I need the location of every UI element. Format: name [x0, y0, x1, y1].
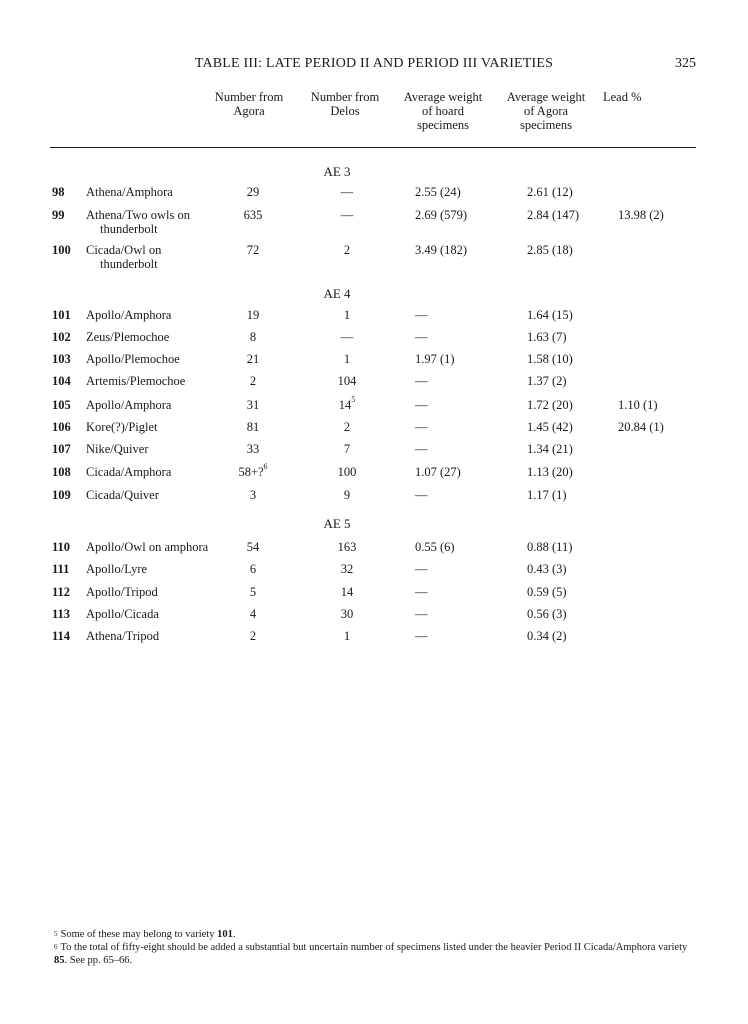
- variety-name: Apollo/Amphora: [86, 308, 172, 322]
- hoard-weight: 1.97 (1): [415, 352, 455, 366]
- variety-name: Nike/Quiver: [86, 442, 149, 456]
- agora-count: 58+?$^6$: [238, 462, 268, 479]
- hoard-weight: 3.49 (182): [415, 243, 468, 257]
- delos-count: 9: [343, 488, 351, 502]
- hoard-weight: —: [415, 488, 428, 502]
- variety-name: Athena/Two owls on thunderbolt: [86, 208, 190, 236]
- delos-count: 32: [340, 562, 354, 576]
- agora-count: 29: [246, 185, 260, 199]
- page-title: TABLE III: LATE PERIOD II AND PERIOD III VARIETIES: [194, 56, 554, 71]
- column-header-delos: Number from Delos: [310, 90, 380, 118]
- column-header-agora: Number from Agora: [214, 90, 284, 118]
- agora-weight: 1.34 (21): [527, 442, 573, 456]
- variety-number: 108: [52, 465, 71, 479]
- hoard-weight: —: [415, 442, 428, 456]
- delos-count: $14^5$: [338, 395, 356, 412]
- variety-number: 104: [52, 374, 71, 388]
- agora-count: 4: [249, 607, 257, 621]
- agora-weight: 0.56 (3): [527, 607, 567, 621]
- agora-weight: 1.13 (20): [527, 465, 573, 479]
- agora-weight: 2.61 (12): [527, 185, 573, 199]
- hoard-weight: —: [415, 562, 428, 576]
- variety-number: 98: [52, 185, 65, 199]
- footnote-6: $^6$ To the total of fifty-eight should be added a substantial but uncertain number of specimens listed under the heavier Period II Cicada/Amphora variety 85. See pp. 65–66.: [54, 942, 688, 966]
- hoard-weight: 1.07 (27): [415, 465, 461, 479]
- agora-count: 635: [243, 208, 263, 222]
- hoard-weight: —: [415, 308, 428, 322]
- agora-weight: 1.58 (10): [527, 352, 573, 366]
- hoard-weight: —: [415, 585, 428, 599]
- variety-number: 114: [52, 629, 71, 643]
- footnote-5: $^5$ Some of these may belong to variety 101.: [54, 929, 236, 940]
- variety-number: 113: [52, 607, 71, 621]
- agora-weight: 0.59 (5): [527, 585, 567, 599]
- variety-number: 106: [52, 420, 71, 434]
- column-header-lead: Lead %: [603, 90, 642, 104]
- variety-name: Kore(?)/Piglet: [86, 420, 158, 434]
- agora-weight: 1.72 (20): [527, 398, 573, 412]
- delos-count: 1: [343, 629, 351, 643]
- variety-name: Apollo/Tripod: [86, 585, 158, 599]
- variety-name: Cicada/Quiver: [86, 488, 159, 502]
- agora-count: 31: [246, 398, 260, 412]
- variety-number: 109: [52, 488, 71, 502]
- delos-count: 2: [343, 420, 351, 434]
- hoard-weight: 2.55 (24): [415, 185, 461, 199]
- variety-number: 112: [52, 585, 71, 599]
- variety-number: 99: [52, 208, 65, 222]
- agora-count: 21: [246, 352, 260, 366]
- agora-weight: 1.17 (1): [527, 488, 567, 502]
- delos-count: 30: [340, 607, 354, 621]
- variety-number: 101: [52, 308, 71, 322]
- agora-weight: 0.43 (3): [527, 562, 567, 576]
- agora-count: 3: [249, 488, 257, 502]
- agora-count: 19: [246, 308, 260, 322]
- variety-name: Cicada/Owl on thunderbolt: [86, 243, 162, 271]
- hoard-weight: —: [415, 330, 428, 344]
- agora-weight: 2.84 (147): [527, 208, 580, 222]
- delos-count: —: [340, 185, 354, 199]
- agora-weight: 1.45 (42): [527, 420, 573, 434]
- footnotes: [50, 928, 700, 967]
- page-number: 325: [675, 56, 696, 71]
- variety-name: Apollo/Cicada: [86, 607, 159, 621]
- section-label: AE 3: [323, 164, 351, 179]
- delos-count: 7: [343, 442, 351, 456]
- delos-count: 2: [343, 243, 351, 257]
- agora-weight: 0.34 (2): [527, 629, 567, 643]
- variety-name: Apollo/Lyre: [86, 562, 148, 576]
- variety-name: Artemis/Plemochoe: [86, 374, 186, 388]
- hoard-weight: —: [415, 420, 428, 434]
- delos-count: —: [340, 208, 354, 222]
- variety-name: Apollo/Owl on amphora: [86, 540, 209, 554]
- agora-weight: 0.88 (11): [527, 540, 573, 554]
- agora-weight: 1.64 (15): [527, 308, 573, 322]
- hoard-weight: —: [415, 629, 428, 643]
- variety-number: 110: [52, 540, 71, 554]
- variety-number: 111: [52, 562, 70, 576]
- hoard-weight: —: [415, 374, 428, 388]
- variety-number: 105: [52, 398, 71, 412]
- header-rule: [50, 147, 696, 148]
- agora-count: 8: [249, 330, 257, 344]
- column-header-agora-weight: Average weight of Agora specimens: [506, 90, 586, 132]
- lead-percent: 13.98 (2): [618, 208, 664, 222]
- hoard-weight: 2.69 (579): [415, 208, 468, 222]
- variety-name: Athena/Tripod: [86, 629, 160, 643]
- hoard-weight: —: [415, 398, 428, 412]
- variety-name: Zeus/Plemochoe: [86, 330, 170, 344]
- lead-percent: 1.10 (1): [618, 398, 658, 412]
- delos-count: —: [340, 330, 354, 344]
- agora-count: 6: [249, 562, 257, 576]
- agora-weight: 1.37 (2): [527, 374, 567, 388]
- agora-count: 54: [246, 540, 260, 554]
- delos-count: 1: [343, 308, 351, 322]
- agora-count: 72: [246, 243, 260, 257]
- hoard-weight: 0.55 (6): [415, 540, 455, 554]
- agora-weight: 2.85 (18): [527, 243, 573, 257]
- agora-weight: 1.63 (7): [527, 330, 567, 344]
- agora-count: 5: [249, 585, 257, 599]
- variety-number: 102: [52, 330, 71, 344]
- delos-count: 14: [340, 585, 354, 599]
- delos-count: 104: [337, 374, 357, 388]
- delos-count: 1: [343, 352, 351, 366]
- agora-count: 33: [246, 442, 260, 456]
- agora-count: 2: [249, 629, 257, 643]
- hoard-weight: —: [415, 607, 428, 621]
- variety-name: Athena/Amphora: [86, 185, 173, 199]
- section-label: AE 5: [323, 516, 351, 531]
- lead-percent: 20.84 (1): [618, 420, 664, 434]
- variety-name: Cicada/Amphora: [86, 465, 172, 479]
- agora-count: 2: [249, 374, 257, 388]
- column-header-hoard-weight: Average weight of hoard specimens: [403, 90, 483, 132]
- variety-name: Apollo/Amphora: [86, 398, 172, 412]
- variety-number: 103: [52, 352, 71, 366]
- agora-count: 81: [246, 420, 260, 434]
- variety-name: Apollo/Plemochoe: [86, 352, 180, 366]
- delos-count: 100: [337, 465, 357, 479]
- delos-count: 163: [337, 540, 357, 554]
- variety-number: 107: [52, 442, 71, 456]
- variety-number: 100: [52, 243, 71, 257]
- section-label: AE 4: [323, 286, 351, 301]
